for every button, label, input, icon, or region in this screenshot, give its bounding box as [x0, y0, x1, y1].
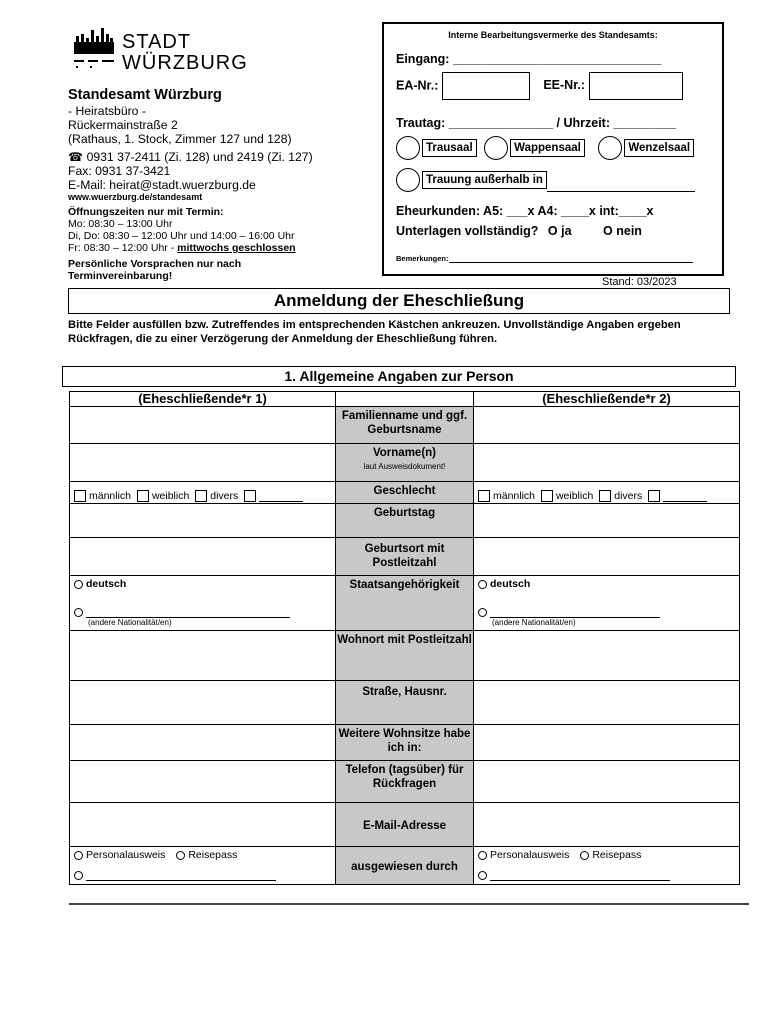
andere-radio-2[interactable]	[478, 608, 487, 617]
ea-number-field[interactable]	[442, 72, 530, 100]
geburtstag-1[interactable]	[70, 504, 336, 538]
male-label-2: männlich	[493, 489, 536, 502]
trausaal-radio[interactable]	[396, 136, 420, 160]
ausserhalb-radio[interactable]	[396, 168, 420, 192]
note-1: Persönliche Vorsprachen nur nach	[68, 258, 242, 270]
office-email[interactable]: E-Mail: heirat@stadt.wuerzburg.de	[68, 178, 256, 192]
reisepass-label-2: Reisepass	[592, 849, 642, 861]
personalausweis-label-1: Personalausweis	[86, 849, 166, 861]
wohnort-1[interactable]	[70, 631, 336, 681]
strasse-2[interactable]	[474, 681, 740, 725]
hours-mo: Mo: 08:30 – 13:00 Uhr	[68, 218, 173, 230]
note-2: Terminvereinbarung!	[68, 270, 173, 282]
office-info	[68, 86, 368, 282]
female-label-2: weiblich	[555, 489, 594, 502]
other-gender-line-1[interactable]	[259, 501, 303, 502]
wenzelsaal-radio[interactable]	[598, 136, 622, 160]
urkunden-field[interactable]: Eheurkunden: A5: ___x A4: ____x int:____x	[396, 204, 654, 218]
trausaal-label: Trausaal	[422, 139, 477, 157]
office-name: Standesamt Würzburg	[68, 87, 222, 103]
staat-label: Staatsangehörigkeit	[336, 576, 474, 631]
male-checkbox-1[interactable]	[74, 490, 86, 502]
logo-line-2: WÜRZBURG	[122, 52, 248, 74]
strasse-1[interactable]	[70, 681, 336, 725]
ausgewiesen-label: ausgewiesen durch	[336, 847, 474, 885]
ausserhalb-line[interactable]	[547, 191, 695, 192]
other-gender-line-2[interactable]	[663, 501, 707, 502]
vorname-2[interactable]	[474, 444, 740, 482]
hours-fr: Fr: 08:30 – 12:00 Uhr -	[68, 242, 178, 254]
weitere-2[interactable]	[474, 725, 740, 761]
bemerkungen-label: Bemerkungen:	[396, 254, 449, 263]
male-label-1: männlich	[89, 489, 132, 502]
diverse-checkbox-2[interactable]	[599, 490, 611, 502]
other-id-radio-1[interactable]	[74, 871, 83, 880]
ausserhalb-label: Trauung außerhalb in	[422, 171, 547, 189]
email-1[interactable]	[70, 803, 336, 847]
deutsch-radio-1[interactable]	[74, 580, 83, 589]
hours-di: Di, Do: 08:30 – 12:00 Uhr und 14:00 – 16:00 Uhr	[68, 230, 295, 242]
other-id-line-2[interactable]	[490, 880, 670, 881]
geschlecht-label: Geschlecht	[336, 482, 474, 504]
section-1-title: 1. Allgemeine Angaben zur Person	[62, 366, 736, 387]
wenzelsaal-label: Wenzelsaal	[624, 139, 694, 157]
trautag-field[interactable]: Trautag: _______________ / Uhrzeit: _________	[396, 116, 677, 130]
telefon-label: Telefon (tagsüber) für Rückfragen	[336, 761, 474, 803]
internal-notes-box	[382, 22, 724, 276]
telefon-2[interactable]	[474, 761, 740, 803]
geburtstag-2[interactable]	[474, 504, 740, 538]
vorname-1[interactable]	[70, 444, 336, 482]
page-title: Anmeldung der Eheschließung	[68, 288, 730, 314]
other-checkbox-2[interactable]	[648, 490, 660, 502]
ee-label: EE-Nr.:	[543, 78, 586, 93]
weitere-1[interactable]	[70, 725, 336, 761]
andere-label-1: (andere Nationalität/en)	[88, 618, 172, 627]
male-checkbox-2[interactable]	[478, 490, 490, 502]
city-logo	[72, 26, 248, 86]
geburtsort-1[interactable]	[70, 538, 336, 576]
instructions: Bitte Felder ausfüllen bzw. Zutreffendes im entsprechenden Kästchen ankreuzen. Unvollständige Angaben ergeben Rückfragen, die zu einer Verzögerung der Anmeldung der Eheschließung führen.	[68, 319, 681, 345]
deutsch-label-2: deutsch	[490, 578, 531, 590]
wohnort-label: Wohnort mit Postleitzahl	[336, 631, 474, 681]
andere-label-2: (andere Nationalität/en)	[492, 618, 576, 627]
other-id-radio-2[interactable]	[478, 871, 487, 880]
internal-title: Interne Bearbeitungsvermerke des Standesamts:	[448, 30, 658, 40]
other-checkbox-1[interactable]	[244, 490, 256, 502]
weitere-label: Weitere Wohnsitze habe ich in:	[336, 725, 474, 761]
office-web[interactable]: www.wuerzburg.de/standesamt	[68, 192, 203, 202]
form-version: Stand: 03/2023	[602, 276, 677, 288]
unterlagen-label: Unterlagen vollständig?	[396, 224, 539, 238]
person-table	[69, 391, 740, 885]
personalausweis-radio-1[interactable]	[74, 851, 83, 860]
reisepass-radio-1[interactable]	[176, 851, 185, 860]
andere-radio-1[interactable]	[74, 608, 83, 617]
col-person-1: (Eheschließende*r 1)	[70, 392, 336, 407]
office-street: Rückermainstraße 2	[68, 118, 178, 132]
wohnort-2[interactable]	[474, 631, 740, 681]
female-checkbox-2[interactable]	[541, 490, 553, 502]
reisepass-radio-2[interactable]	[580, 851, 589, 860]
strasse-label: Straße, Hausnr.	[336, 681, 474, 725]
eingang-field[interactable]: Eingang: ______________________________	[396, 52, 662, 66]
ea-label: EA-Nr.:	[396, 78, 439, 93]
ee-number-field[interactable]	[589, 72, 683, 100]
diverse-label-1: divers	[210, 489, 239, 502]
vorname-label: Vorname(n)	[372, 447, 437, 459]
vorname-sub: laut Ausweisdokument!	[363, 462, 446, 471]
ja-radio[interactable]: O	[547, 224, 558, 238]
logo-line-1: STADT	[122, 31, 192, 53]
deutsch-radio-2[interactable]	[478, 580, 487, 589]
geburtstag-label: Geburtstag	[336, 504, 474, 538]
reisepass-label-1: Reisepass	[188, 849, 238, 861]
geburtsort-2[interactable]	[474, 538, 740, 576]
hours-closed: mittwochs geschlossen	[177, 242, 296, 254]
diverse-checkbox-1[interactable]	[195, 490, 207, 502]
office-phone: ☎ 0931 37-2411 (Zi. 128) und 2419 (Zi. 127)	[68, 150, 313, 164]
other-id-line-1[interactable]	[86, 880, 276, 881]
deutsch-label-1: deutsch	[86, 578, 127, 590]
wappensaal-label: Wappensaal	[510, 139, 585, 157]
ja-label: ja	[561, 224, 572, 238]
wappensaal-radio[interactable]	[484, 136, 508, 160]
female-checkbox-1[interactable]	[137, 490, 149, 502]
office-dept: - Heiratsbüro -	[68, 104, 146, 118]
familienname-1[interactable]	[70, 407, 336, 444]
nein-label: nein	[616, 224, 642, 238]
personalausweis-radio-2[interactable]	[478, 851, 487, 860]
office-room: (Rathaus, 1. Stock, Zimmer 127 und 128)	[68, 132, 292, 146]
nein-radio[interactable]: O	[603, 224, 613, 238]
bemerkungen-line[interactable]	[449, 262, 693, 263]
col-person-2: (Eheschließende*r 2)	[474, 392, 740, 407]
email-2[interactable]	[474, 803, 740, 847]
city-skyline-icon	[72, 26, 118, 76]
bottom-divider	[69, 903, 749, 905]
office-fax: Fax: 0931 37-3421	[68, 164, 171, 178]
geburtsort-label: Geburtsort mit Postleitzahl	[336, 538, 474, 576]
col-label-header	[336, 392, 474, 407]
diverse-label-2: divers	[614, 489, 643, 502]
hours-title: Öffnungszeiten nur mit Termin:	[68, 206, 224, 218]
female-label-1: weiblich	[151, 489, 190, 502]
personalausweis-label-2: Personalausweis	[490, 849, 570, 861]
email-label: E-Mail-Adresse	[336, 803, 474, 847]
familienname-label: Familienname und ggf. Geburtsname	[336, 407, 474, 444]
telefon-1[interactable]	[70, 761, 336, 803]
familienname-2[interactable]	[474, 407, 740, 444]
